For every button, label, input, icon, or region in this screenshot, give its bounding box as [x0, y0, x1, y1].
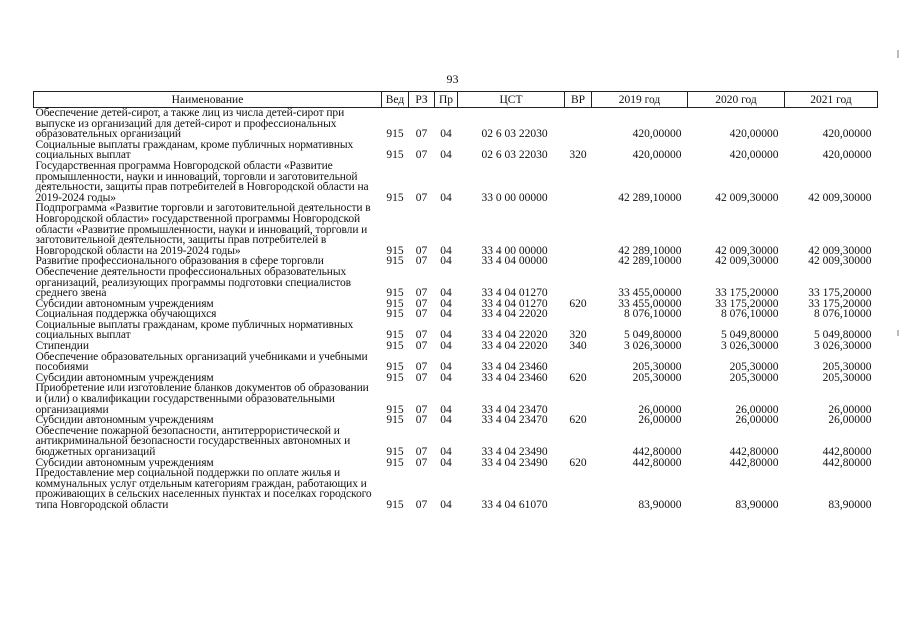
row-pr: 04 [440, 287, 452, 300]
row-pr: 04 [440, 255, 452, 268]
table-row [34, 320, 878, 341]
row-amount-2020: 442,80000 [729, 446, 779, 458]
row-vr [565, 267, 592, 299]
row-cst: 33 4 04 23470 [481, 403, 548, 416]
row-vr [565, 468, 592, 510]
row-amount-2020: 26,00000 [735, 414, 779, 427]
row-cst: 33 4 04 23490 [481, 456, 548, 469]
row-name: Развитие профессионального образования в сфере торговли [35, 255, 324, 268]
row-rz: 07 [415, 340, 428, 353]
row-pr: 04 [440, 244, 452, 257]
row-rz: 07 [415, 403, 428, 416]
row-cst: 02 6 03 22030 [481, 128, 548, 141]
table-row [34, 383, 878, 415]
row-amount-2020: 420,00000 [729, 149, 779, 162]
row-rz: 07 [415, 456, 428, 469]
row-amount-2019: 420,00000 [632, 128, 682, 141]
row-vr [565, 203, 592, 256]
header-rz: РЗ [409, 92, 435, 108]
row-pr: 04 [440, 308, 452, 321]
row-ved: 915 [386, 287, 404, 300]
row-pr: 04 [440, 191, 452, 204]
row-rz: 07 [415, 297, 428, 310]
table-body [34, 108, 878, 511]
row-rz: 07 [415, 255, 428, 268]
row-amount-2020: 205,30000 [729, 371, 779, 384]
row-vr [565, 352, 592, 373]
row-ved: 915 [386, 340, 404, 353]
row-amount-2019: 3 026,30000 [624, 340, 682, 353]
header-vr: ВР [565, 92, 592, 108]
row-amount-2021: 420,00000 [822, 149, 872, 162]
table-row [34, 267, 878, 299]
row-vr [565, 383, 592, 415]
row-name: Приобретение или изготовление бланков документов об образовании и (или) о квалификации государственными образовательными организациями [35, 382, 369, 416]
row-rz: 07 [415, 446, 428, 458]
row-vr: 320 [569, 329, 587, 342]
row-rz: 07 [415, 371, 428, 384]
row-cst: 33 4 04 01270 [481, 287, 548, 300]
row-cst: 02 6 03 22030 [481, 149, 548, 162]
row-name: Обеспечение образовательных организаций учебниками и учебными пособиями [35, 350, 368, 374]
header-name: Наименование [34, 92, 382, 108]
row-amount-2019: 205,30000 [632, 361, 682, 374]
row-amount-2019: 42 289,10000 [618, 244, 682, 257]
header-ved: Вед [382, 92, 409, 108]
table-row [34, 161, 878, 203]
row-ved: 915 [386, 329, 404, 342]
row-rz: 07 [415, 308, 428, 321]
row-amount-2021: 8 076,10000 [814, 308, 872, 321]
row-name: Обеспечение пожарной безопасности, антитеррористической и антикриминальной безопасности государственных автономных и бюджетных организаций [35, 424, 351, 458]
row-pr: 04 [440, 361, 452, 374]
row-name: Стипендии [35, 340, 89, 353]
row-name: Социальные выплаты гражданам, кроме публичных нормативных социальных выплат [35, 318, 354, 342]
row-ved: 915 [386, 128, 404, 141]
header-pr: Пр [435, 92, 458, 108]
row-ved: 915 [386, 149, 404, 162]
row-rz: 07 [415, 128, 428, 141]
row-amount-2020: 5 049,80000 [721, 329, 779, 342]
row-amount-2021: 33 175,20000 [808, 287, 872, 300]
row-amount-2020: 33 175,20000 [715, 287, 779, 300]
row-amount-2019: 33 455,00000 [618, 297, 682, 310]
row-pr: 04 [440, 128, 452, 141]
row-amount-2021: 205,30000 [822, 361, 872, 374]
row-amount-2020: 42 009,30000 [715, 244, 779, 257]
row-pr: 04 [440, 446, 452, 458]
row-cst: 33 4 04 23470 [481, 414, 548, 427]
row-rz: 07 [415, 414, 428, 427]
row-ved: 915 [386, 361, 404, 374]
row-amount-2021: 5 049,80000 [814, 329, 872, 342]
row-amount-2021: 26,00000 [828, 403, 872, 416]
row-ved: 915 [386, 414, 404, 427]
row-pr: 04 [440, 371, 452, 384]
row-ved: 915 [386, 498, 404, 511]
row-amount-2020: 442,80000 [729, 456, 779, 469]
row-name: Социальная поддержка обучающихся [35, 308, 217, 321]
row-cst: 33 4 04 22020 [481, 329, 548, 342]
table-row [34, 203, 878, 256]
row-cst: 33 4 04 61070 [481, 498, 548, 511]
row-amount-2021: 442,80000 [822, 446, 872, 458]
table-row [34, 468, 878, 510]
row-amount-2020: 42 009,30000 [715, 255, 779, 268]
header-2021: 2021 год [785, 92, 878, 108]
row-vr: 620 [569, 456, 587, 469]
row-vr [565, 256, 592, 267]
row-rz: 07 [415, 361, 428, 374]
row-rz: 07 [415, 498, 428, 511]
row-amount-2019: 33 455,00000 [618, 287, 682, 300]
row-rz: 07 [415, 244, 428, 257]
scan-mark [897, 50, 899, 58]
row-rz: 07 [415, 287, 428, 300]
row-name: Субсидии автономным учреждениям [35, 456, 214, 469]
row-amount-2019: 26,00000 [638, 414, 682, 427]
row-amount-2021: 442,80000 [822, 456, 872, 469]
row-pr: 04 [440, 456, 452, 469]
row-amount-2020: 8 076,10000 [721, 308, 779, 321]
table-row [34, 426, 878, 458]
row-cst: 33 4 04 23460 [481, 371, 548, 384]
row-amount-2020: 3 026,30000 [721, 340, 779, 353]
row-ved: 915 [386, 446, 404, 458]
row-amount-2021: 420,00000 [822, 128, 872, 141]
row-name: Субсидии автономным учреждениям [35, 371, 214, 384]
row-amount-2021: 42 009,30000 [808, 244, 872, 257]
row-ved: 915 [386, 255, 404, 268]
row-amount-2019: 42 289,10000 [618, 191, 682, 204]
row-cst: 33 4 04 22020 [481, 340, 548, 353]
row-pr: 04 [440, 414, 452, 427]
row-amount-2019: 442,80000 [632, 446, 682, 458]
row-vr [565, 309, 592, 320]
row-amount-2019: 8 076,10000 [624, 308, 682, 321]
row-name: Обеспечение деятельности профессиональных образовательных организаций, реализующих программы подготовки специалистов среднего звена [35, 265, 351, 300]
row-amount-2020: 26,00000 [735, 403, 779, 416]
page-number: 93 [446, 72, 459, 86]
table-header-row [34, 92, 878, 108]
row-amount-2020: 205,30000 [729, 361, 779, 374]
row-amount-2021: 83,90000 [828, 498, 872, 511]
row-vr: 340 [569, 340, 587, 353]
row-rz: 07 [415, 329, 428, 342]
row-amount-2021: 33 175,20000 [808, 297, 872, 310]
table-row [34, 108, 878, 140]
row-name: Государственная программа Новгородской области «Развитие промышленности, науки и инноваций, торговли и заготовительной деятельности, защиты прав потребителей в Новгородской области на 2019-2024 годы» [35, 159, 369, 204]
row-name: Субсидии автономным учреждениям [35, 297, 214, 310]
row-ved: 915 [386, 371, 404, 384]
budget-table [33, 91, 878, 511]
row-name: Обеспечение детей-сирот, а также лиц из числа детей-сирот при выпуске из организаций для детей-сирот и профессиональных образовательных организаций [35, 107, 345, 141]
row-amount-2019: 420,00000 [632, 149, 682, 162]
row-cst: 33 4 04 23460 [481, 361, 548, 374]
row-vr [565, 161, 592, 203]
row-vr: 620 [569, 414, 587, 427]
row-amount-2020: 33 175,20000 [715, 297, 779, 310]
row-vr: 320 [569, 149, 587, 162]
row-pr: 04 [440, 297, 452, 310]
row-amount-2021: 42 009,30000 [808, 255, 872, 268]
row-name: Предоставление мер социальной поддержки по оплате жилья и коммунальных услуг отдельным категориям граждан, работающих и проживающих в сельских населенных пунктах и поселках городского типа Новгородской области [35, 467, 372, 511]
row-ved: 915 [386, 244, 404, 257]
row-vr: 620 [569, 371, 587, 384]
row-vr: 620 [569, 297, 587, 310]
table-row [34, 352, 878, 373]
header-2019: 2019 год [592, 92, 688, 108]
row-ved: 915 [386, 456, 404, 469]
row-pr: 04 [440, 498, 452, 511]
row-amount-2019: 42 289,10000 [618, 255, 682, 268]
row-vr [565, 108, 592, 140]
row-name: Социальные выплаты гражданам, кроме публичных нормативных социальных выплат [35, 138, 354, 162]
row-ved: 915 [386, 308, 404, 321]
row-amount-2021: 42 009,30000 [808, 191, 872, 204]
row-amount-2020: 42 009,30000 [715, 191, 779, 204]
row-cst: 33 4 04 23490 [481, 446, 548, 458]
row-pr: 04 [440, 403, 452, 416]
row-name: Подпрограмма «Развитие торговли и заготовительной деятельности в Новгородской области» государственной программы Новгородской области «Развитие промышленности, науки и инноваций, торговли и заготовительной деятельности, защиты прав потребителей в Новгородской области на 2019-2024 годы» [35, 202, 371, 257]
table-row [34, 140, 878, 161]
row-cst: 33 4 04 01270 [481, 297, 548, 310]
row-amount-2019: 442,80000 [632, 456, 682, 469]
row-amount-2021: 205,30000 [822, 371, 872, 384]
row-pr: 04 [440, 149, 452, 162]
row-ved: 915 [386, 297, 404, 310]
row-amount-2020: 83,90000 [735, 498, 779, 511]
scan-mark [897, 330, 899, 336]
row-cst: 33 4 04 22020 [481, 308, 548, 321]
header-cst: ЦСТ [458, 92, 565, 108]
row-pr: 04 [440, 329, 452, 342]
row-amount-2019: 83,90000 [638, 498, 682, 511]
row-pr: 04 [440, 340, 452, 353]
row-ved: 915 [386, 191, 404, 204]
row-name: Субсидии автономным учреждениям [35, 414, 214, 427]
row-rz: 07 [415, 191, 428, 204]
row-cst: 33 4 04 00000 [481, 255, 548, 268]
row-cst: 33 0 00 00000 [481, 191, 548, 204]
row-ved: 915 [386, 403, 404, 416]
row-amount-2020: 420,00000 [729, 128, 779, 141]
row-rz: 07 [415, 149, 428, 162]
row-amount-2021: 3 026,30000 [814, 340, 872, 353]
row-amount-2019: 5 049,80000 [624, 329, 682, 342]
row-cst: 33 4 00 00000 [481, 244, 548, 257]
header-2020: 2020 год [688, 92, 785, 108]
row-amount-2019: 26,00000 [638, 403, 682, 416]
row-amount-2019: 205,30000 [632, 371, 682, 384]
row-amount-2021: 26,00000 [828, 414, 872, 427]
row-vr [565, 426, 592, 458]
